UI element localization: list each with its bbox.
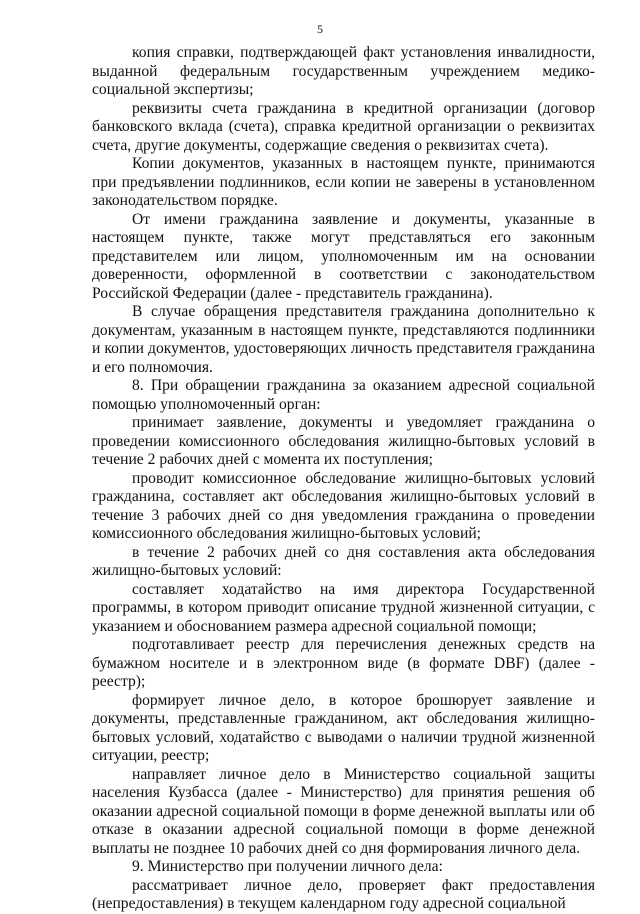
paragraph: рассматривает личное дело, проверяет факт предоставления (непредоставления) в текущем календарном году адресной социальной xyxy=(92,876,595,912)
paragraph: копия справки, подтверждающей факт установления инвалидности, выданной федеральным государственным учреждением медико-социальной экспертизы; xyxy=(92,44,595,98)
paragraph: направляет личное дело в Министерство социальной защиты населения Кузбасса (далее - Министерство) для принятия решения об оказании адресной социальной помощи в форме денежной выплаты или об отказе в оказании адресной социальной помощи в форме денежной выплаты не позднее 10 рабочих дней со дня формирования личного дела. xyxy=(92,765,595,857)
page-number: 5 xyxy=(317,22,323,36)
paragraph: В случае обращения представителя гражданина дополнительно к документам, указанным в настоящем пункте, представляются подлинники и копии документов, удостоверяющих личность представителя гражданина и его полномочия. xyxy=(92,303,595,376)
paragraph: в течение 2 рабочих дней со дня составления акта обследования жилищно-бытовых условий: xyxy=(92,543,595,579)
paragraph: 9. Министерство при получении личного дела: xyxy=(132,858,443,875)
paragraph: 8. При обращении гражданина за оказанием адресной социальной помощью уполномоченный орган: xyxy=(92,377,595,413)
paragraph: От имени гражданина заявление и документы, указанные в настоящем пункте, также могут представляться его законным представителем или лицом, уполномоченным им на основании доверенности, оформленной в соответствии с законодательством Российской Федерации (далее - представитель гражданина). xyxy=(92,210,595,302)
paragraph: Копии документов, указанных в настоящем пункте, принимаются при предъявлении подлинников, если копии не заверены в установленном законодательством порядке. xyxy=(92,155,595,209)
paragraph: проводит комиссионное обследование жилищно-бытовых условий гражданина, составляет акт обследования жилищно-бытовых условий в течение 3 рабочих дней со дня уведомления гражданина о проведении комиссионного обследования жилищно-бытовых условий; xyxy=(92,469,595,542)
paragraph: формирует личное дело, в которое брошюрует заявление и документы, представленные гражданином, акт обследования жилищно-бытовых условий, ходатайство с выводами о наличии трудной жизненной ситуации, реестр; xyxy=(92,691,595,764)
paragraph: реквизиты счета гражданина в кредитной организации (договор банковского вклада (счета), справка кредитной организации о реквизитах счета, другие документы, содержащие сведения о реквизитах счета). xyxy=(92,99,595,154)
paragraph: подготавливает реестр для перечисления денежных средств на бумажном носителе и в электронном виде (в формате DBF) (далее - реестр); xyxy=(92,636,595,690)
paragraph: принимает заявление, документы и уведомляет гражданина о проведении комиссионного обследования жилищно-бытовых условий в течение 2 рабочих дней с момента их поступления; xyxy=(92,414,595,468)
paragraph: составляет ходатайство на имя директора Государственной программы, в котором приводит описание трудной жизненной ситуации, с указанием и обоснованием размера адресной социальной помощи; xyxy=(92,580,595,635)
document-body xyxy=(92,44,595,914)
